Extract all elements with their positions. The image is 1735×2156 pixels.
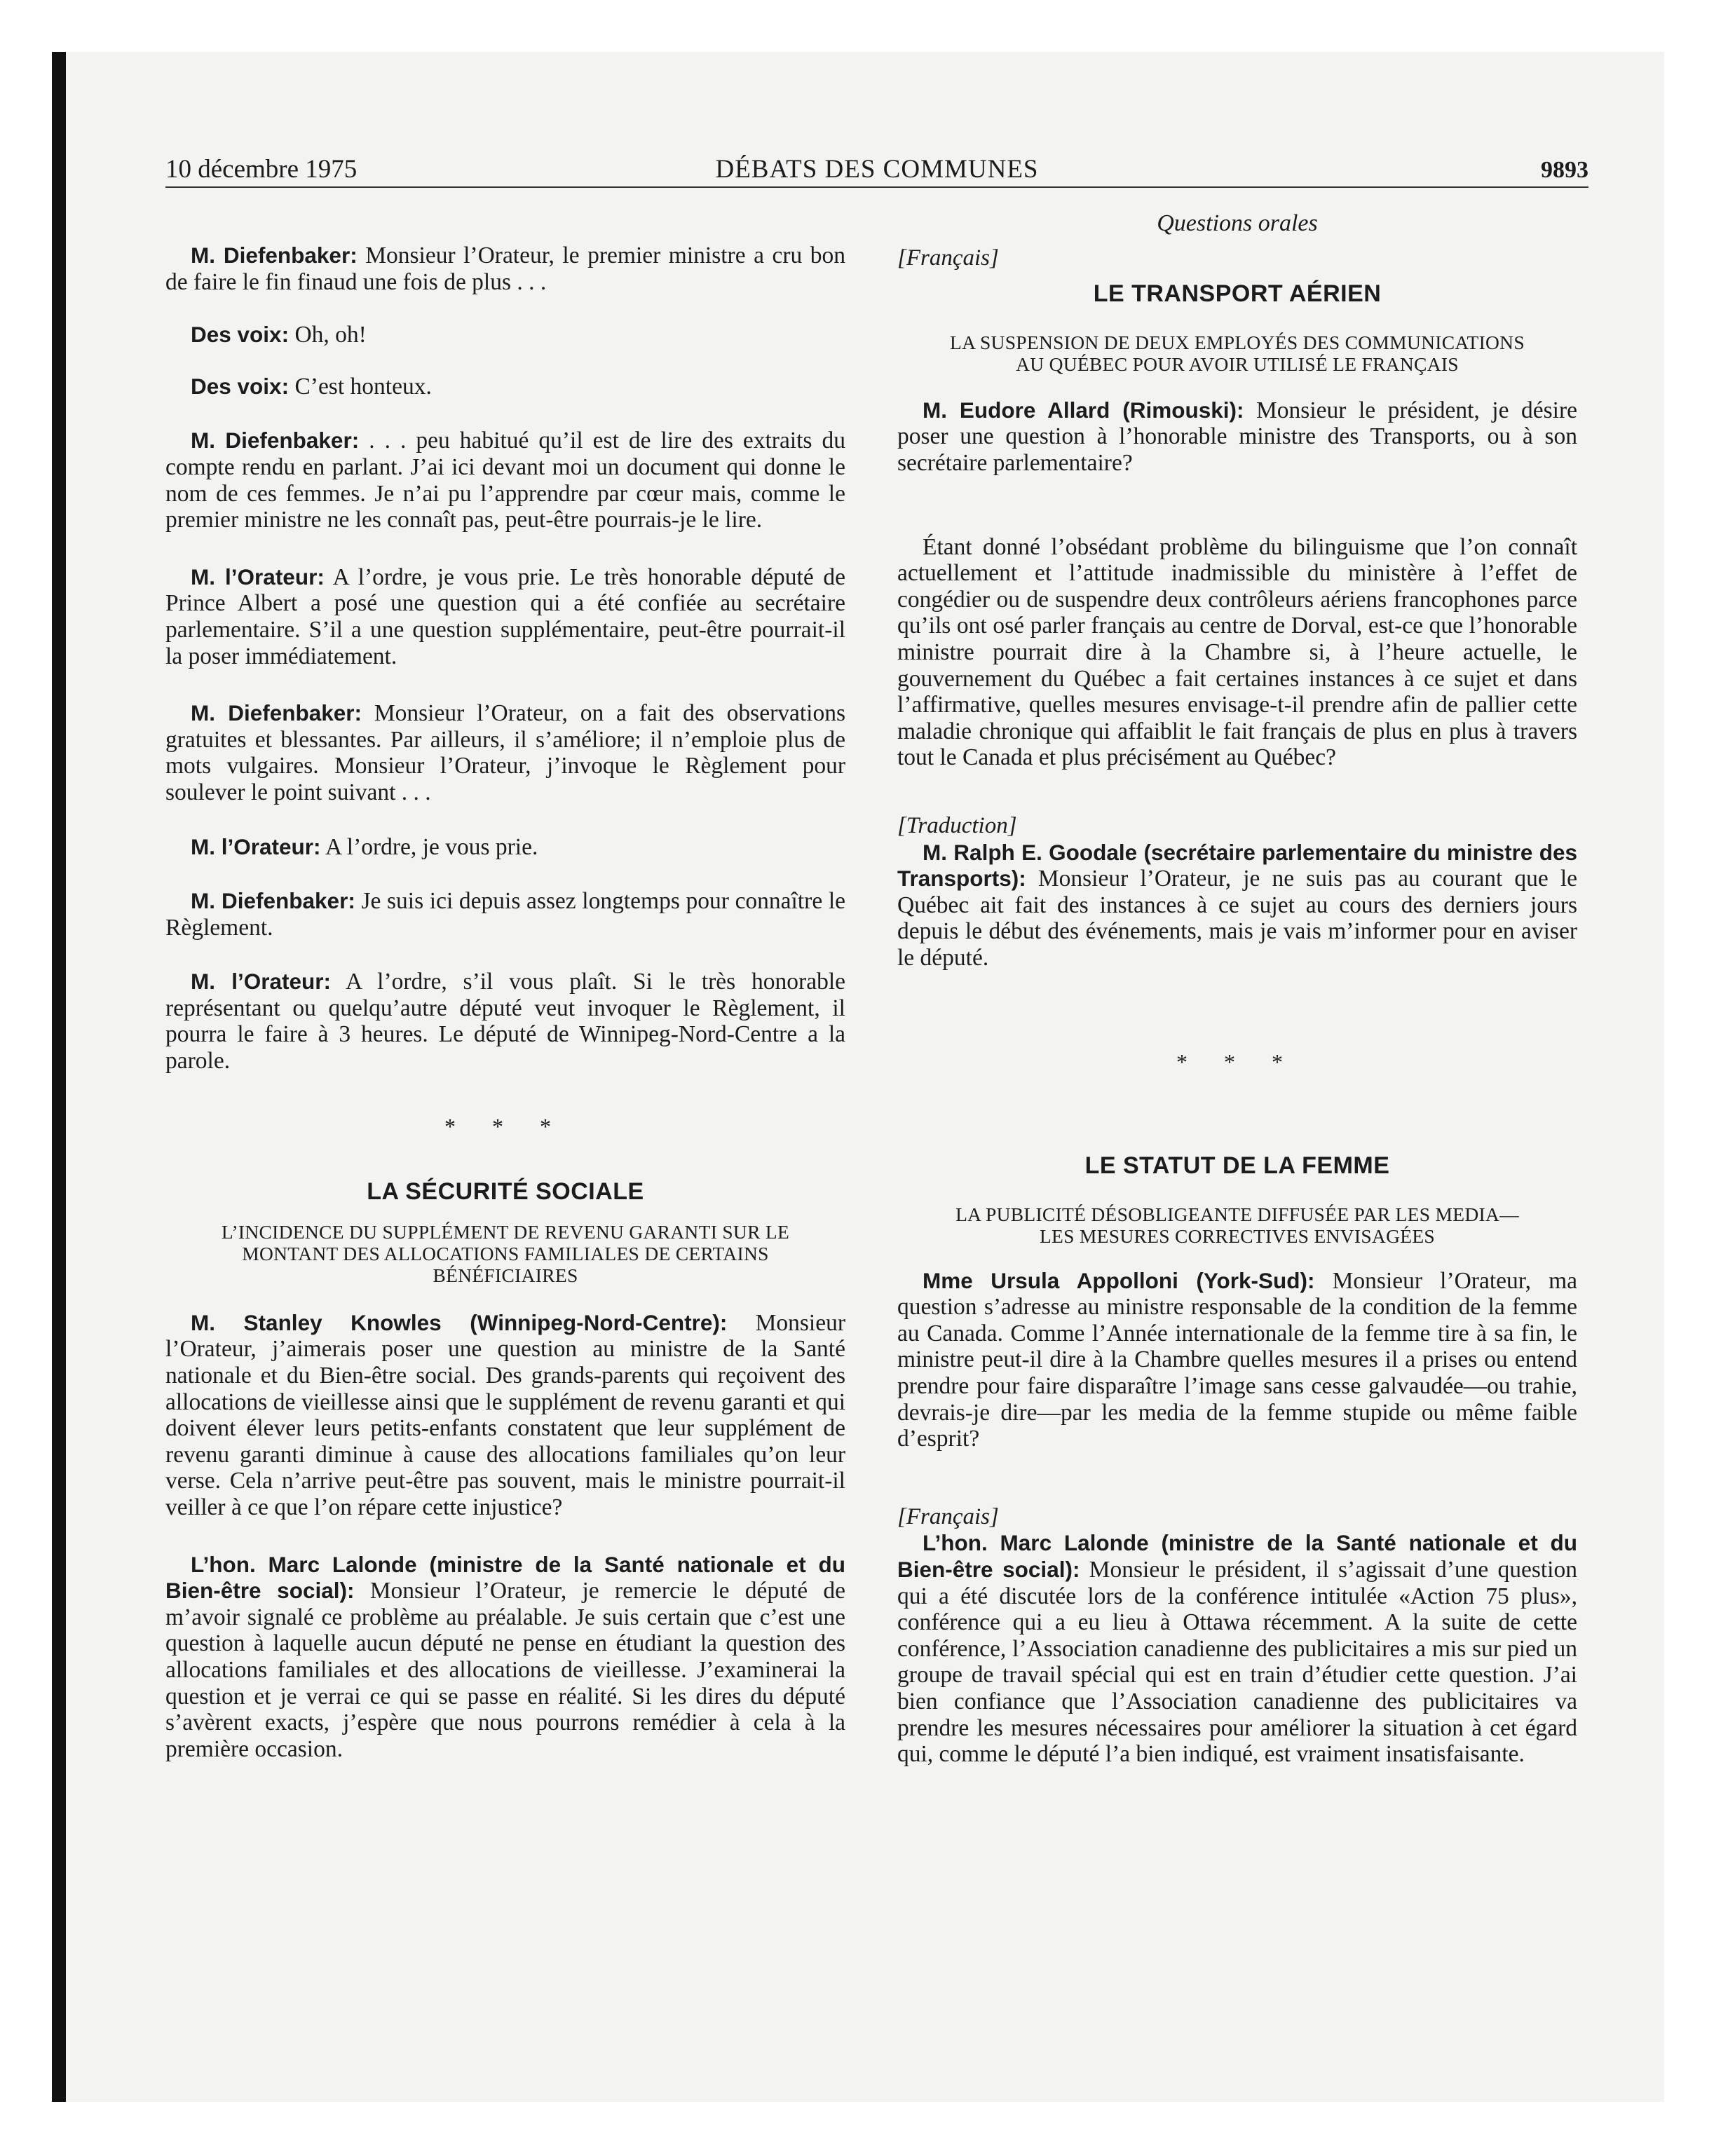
subtitle-line: LA SUSPENSION DE DEUX EMPLOYÉS DES COMMUNICATIONS [950, 331, 1525, 353]
paragraph [165, 374, 845, 400]
paragraph [165, 1552, 845, 1763]
section-subtitle [165, 1221, 845, 1286]
paragraph [165, 564, 845, 669]
speech-text: Monsieur l’Orateur, je ne suis pas au courant que le Québec ait fait des instances à ce sujet au cours des derniers jours depuis le début des événements, mais je vais m’informer pour en aviser le député. [897, 866, 1577, 971]
section-separator: * * * [444, 1113, 566, 1139]
speaker-name: M. Diefenbaker: [191, 243, 358, 268]
paragraph [165, 969, 845, 1074]
paragraph [165, 1310, 845, 1521]
speech-text: Monsieur l’Orateur, on a fait des observations gratuites et blessantes. Par ailleurs, il s’améliore; il n’emploie plus de mots vulgaires. Monsieur l’Orateur, j’invoque le Règlement pour soulever le point suivant . . . [165, 700, 845, 805]
language-tag: [Traduction] [897, 812, 1017, 838]
paragraph [165, 700, 845, 805]
header-date: 10 décembre 1975 [165, 155, 358, 184]
speaker-name: Des voix: [191, 322, 290, 348]
section-title: LA SÉCURITÉ SOCIALE [367, 1178, 644, 1206]
section-title: LE TRANSPORT AÉRIEN [1093, 280, 1382, 308]
speech-text: Étant donné l’obsédant problème du bilinguisme que l’on connaît actuellement et l’attitude inadmissible du ministère à l’effet de congédier ou de suspendre deux contrôleurs aériens francophones parce qu’ils ont osé parler français au centre de Dorval, est-ce que l’honorable ministre pourrait dire à la Chambre si, à l’heure actuelle, le gouvernement du Québec a fait certaines instances à ce sujet et dans l’affirmative, quelles mesures envisage-t-il prendre afin de pallier cette maladie chronique qui affaiblit le fait français de plus en plus à travers tout le Canada et plus précisément au Québec? [897, 533, 1577, 771]
speaker-name: M. Stanley Knowles (Winnipeg-Nord-Centre): [191, 1309, 728, 1335]
section-title: LE STATUT DE LA FEMME [1084, 1152, 1390, 1180]
speaker-name: Des voix: [191, 373, 290, 399]
left-column [165, 207, 845, 1762]
page-number: 9893 [1541, 157, 1588, 183]
speaker-name: M. Eudore Allard (Rimouski): [923, 397, 1244, 423]
section-subtitle [897, 332, 1577, 375]
speaker-name: M. l’Orateur: [191, 564, 325, 589]
paragraph [165, 322, 845, 348]
paragraph [897, 1530, 1577, 1767]
scan-edge [52, 52, 66, 2102]
paragraph [165, 243, 845, 295]
subtitle-line: AU QUÉBEC POUR AVOIR UTILISÉ LE FRANÇAIS [1016, 353, 1459, 375]
paragraph [165, 888, 845, 941]
speech-text: . . . peu habitué qu’il est de lire des extraits du compte rendu en parlant. J’ai ici devant moi un document qui donne le nom de ces femmes. Je n’ai pu l’apprendre par cœur mais, comme le premier ministre ne les connaît pas, peut-être pourrais-je le lire. [165, 428, 845, 533]
header-title: DÉBATS DES COMMUNES [715, 155, 1039, 184]
subtitle-line: L’INCIDENCE DU SUPPLÉMENT DE REVENU GARANTI SUR LE [221, 1220, 790, 1243]
subtitle-line: LA PUBLICITÉ DÉSOBLIGEANTE DIFFUSÉE PAR LES MEDIA— [955, 1203, 1519, 1225]
speech-text: Monsieur l’Orateur, j’aimerais poser une question au ministre de la Santé nationale et du Bien-être social. Des grands-parents qui reçoivent des allocations de vieillesse ainsi que le supplément de revenu garanti et qui doivent élever leurs petits-enfants constatent que leur supplément de revenu garanti diminue à cause des allocations familiales qu’on leur verse. Cela n’arrive peut-être pas souvent, mais le ministre pourrait-il veiller à ce que l’on répare cette injustice? [165, 1309, 845, 1520]
section-subtitle [897, 1203, 1577, 1247]
speaker-name: M. Diefenbaker: [191, 428, 360, 453]
subtitle-line: MONTANT DES ALLOCATIONS FAMILIALES DE CERTAINS [242, 1242, 769, 1264]
speaker-name: Mme Ursula Appolloni (York-Sud): [923, 1267, 1315, 1293]
speech-text: A l’ordre, je vous prie. Le très honorable député de Prince Albert a posé une question qui a été confiée au secrétaire parlementaire. S’il a une question supplémentaire, peut-être pourrait-il la poser immédiatement. [165, 564, 845, 669]
speech-text: Monsieur le président, je désire poser une question à l’honorable ministre des Transports, ou à son secrétaire parlementaire? [897, 397, 1577, 476]
speech-text: A l’ordre, s’il vous plaît. Si le très honorable représentant ou quelqu’autre député veut invoquer le Règlement, il pourra le faire à 3 heures. Le député de Winnipeg-Nord-Centre a la parole. [165, 969, 845, 1074]
page-header [165, 150, 1588, 188]
speech-text: Monsieur l’Orateur, ma question s’adresse au ministre responsable de la condition de la femme au Canada. Comme l’Année internationale de la femme tire à sa fin, le ministre peut-il dire à la Chambre quelles mesures il a prises ou entend prendre pour faire disparaître l’image sans cesse galvaudée—ou trahie, devrais-je dire—par les media de la femme stupide ou même faible d’esprit? [897, 1267, 1577, 1452]
paragraph [165, 834, 845, 861]
paragraph [897, 840, 1577, 971]
language-tag: [Français] [897, 245, 999, 271]
subtitle-line: BÉNÉFICIAIRES [433, 1264, 578, 1286]
paragraph [897, 397, 1577, 477]
running-head: Questions orales [1157, 210, 1318, 236]
speaker-name: M. Diefenbaker: [191, 700, 362, 726]
subtitle-line: LES MESURES CORRECTIVES ENVISAGÉES [1039, 1224, 1436, 1247]
speaker-name: L’hon. Marc Lalonde (ministre de la Santé nationale et du Bien-être social): [165, 1551, 845, 1604]
right-column [897, 210, 1577, 1768]
speech-text: Oh, oh! [289, 322, 367, 348]
paragraph [897, 1268, 1577, 1452]
language-tag: [Français] [897, 1503, 999, 1529]
section-separator: * * * [1176, 1049, 1298, 1075]
speaker-name: M. l’Orateur: [191, 969, 331, 995]
speaker-name: L’hon. Marc Lalonde (ministre de la Santé nationale et du Bien-être social): [897, 1530, 1577, 1582]
speech-text: Monsieur l’Orateur, le premier ministre a cru bon de faire le fin finaud une fois de plus . . . [165, 243, 845, 295]
paragraph [165, 428, 845, 533]
speech-text: Je suis ici depuis assez longtemps pour connaître le Règlement. [165, 888, 846, 941]
speaker-name: M. Diefenbaker: [191, 888, 355, 914]
speaker-name: M. l’Orateur: [191, 833, 321, 859]
speaker-name: M. Ralph E. Goodale (secrétaire parlementaire du ministre des Transports): [897, 839, 1577, 892]
paragraph [897, 534, 1577, 771]
speech-text: A l’ordre, je vous prie. [320, 833, 538, 860]
speech-text: Monsieur l’Orateur, je remercie le député de m’avoir signalé ce problème au préalable. Je suis certain que c’est une question à laquelle aucun député ne pense en étudiant la question des allocations familiales et des allocations de vieillesse. J’examinerai la question et je verrai ce qui se passe en réalité. Si les dires du député s’avèrent exacts, j’espère que nous pourrons remédier à cela à la première occasion. [165, 1578, 845, 1762]
speech-text: C’est honteux. [289, 373, 432, 400]
speech-text: Monsieur le président, il s’agissait d’une question qui a été discutée lors de la conférence intitulée «Action 75 plus», conférence qui a eu lieu à Ottawa récemment. A la suite de cette conférence, l’Association canadienne des publicitaires a mis sur pied un groupe de travail spécial qui est en train d’étudier cette question. J’ai bien confiance que l’Association canadienne des publicitaires va prendre les mesures nécessaires pour améliorer la situation à cet égard qui, comme le député l’a bien indiqué, est vraiment insatisfaisante. [897, 1557, 1577, 1768]
